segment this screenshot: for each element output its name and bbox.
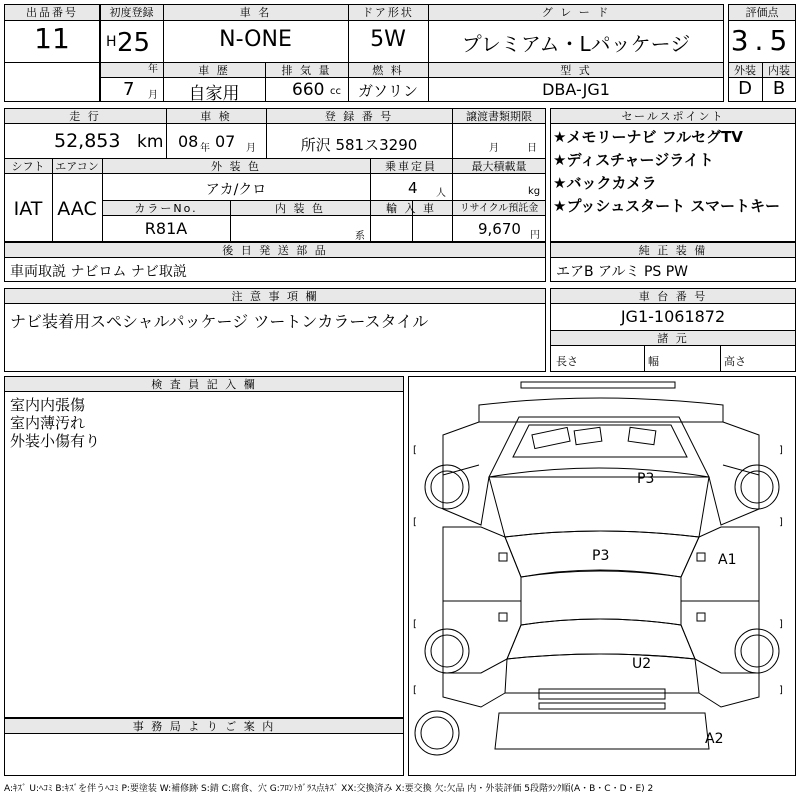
car-name: N-ONE: [219, 27, 292, 52]
recycle-label: リサイクル預託金: [459, 203, 539, 214]
grade: プレミアム・Lパッケージ: [461, 32, 691, 56]
equipment: エアB アルミ PS PW: [556, 264, 689, 280]
capacity-unit: 人: [436, 188, 446, 199]
svg-text:[: [: [413, 445, 417, 456]
capacity-label: 乗車定員: [385, 160, 437, 173]
inspection-month-unit: 月: [246, 143, 256, 154]
history: 自家用: [188, 84, 240, 104]
spec-length: 長さ: [556, 355, 578, 368]
damage-mark: P3: [592, 548, 610, 564]
inspection-year: 08: [178, 132, 199, 151]
office-label: 事 務 局 よ り ご 案 内: [132, 720, 276, 733]
door-label: ドア形状: [362, 6, 414, 19]
lot-number: 11: [34, 22, 70, 55]
transfer-label: 譲渡書類期限: [466, 110, 532, 123]
displacement-unit: cc: [330, 86, 341, 97]
color-no-label: カラーNo.: [134, 202, 198, 215]
inspector-label: 検 査 員 記 入 欄: [151, 378, 257, 391]
damage-mark: A2: [705, 731, 724, 747]
svg-text:]: ]: [779, 517, 783, 528]
displacement-label: 排 気 量: [281, 64, 332, 77]
later-parts-label: 後 日 発 送 部 品: [222, 244, 328, 257]
shift-label: シフト: [11, 160, 45, 173]
year-unit: 年: [148, 64, 158, 75]
notes: ナビ装着用スペシャルパッケージ ツートンカラースタイル: [10, 312, 429, 331]
interior-score: B: [772, 78, 786, 99]
lot-label: 出品番号: [26, 6, 78, 19]
door-type: 5W: [370, 27, 406, 52]
svg-text:]: ]: [779, 445, 783, 456]
first-reg-year: 25: [117, 28, 151, 58]
sales-point: ★ディスチャージライト: [553, 151, 714, 169]
load-unit: kg: [528, 186, 541, 197]
reg-label: 登 録 番 号: [324, 110, 394, 123]
reg-number: 所沢 581ス3290: [300, 136, 418, 154]
color-no: R81A: [144, 219, 188, 238]
inspector-note: 室内内張傷: [10, 396, 86, 414]
mileage-unit: km: [137, 132, 164, 152]
first-reg-label: 初度登録: [109, 6, 154, 19]
damage-mark: A1: [718, 552, 737, 568]
int-color-label: 内 装 色: [275, 202, 325, 215]
fuel-label: 燃 料: [372, 64, 404, 77]
notes-label: 注 意 事 項 欄: [231, 290, 319, 303]
color-label: 外 装 色: [211, 160, 261, 173]
ac: AAC: [57, 198, 97, 220]
inspector-note: 外装小傷有り: [10, 432, 101, 450]
fuel: ガソリン: [357, 82, 418, 100]
equipment-label: 純 正 装 備: [638, 244, 708, 257]
mileage: 52,853: [54, 130, 121, 152]
sales-point: ★バックカメラ: [553, 174, 657, 192]
svg-text:]: ]: [779, 619, 783, 630]
damage-diagram: [408, 376, 796, 776]
sales-point: ★メモリーナビ フルセグTV: [553, 128, 743, 146]
inspection-year-unit: 年: [200, 143, 210, 154]
transfer-month: 月: [489, 143, 499, 154]
import-label: 輸 入 車: [386, 202, 436, 215]
later-parts: 車両取説 ナビロム ナビ取説: [10, 264, 187, 280]
damage-mark: P3: [637, 471, 655, 487]
era: H: [106, 34, 117, 50]
spec-width: 幅: [648, 355, 659, 368]
damage-mark: U2: [632, 656, 652, 672]
load-label: 最大積載量: [471, 160, 527, 173]
recycle-fee: 9,670: [478, 220, 521, 238]
grade-label: グ レ ー ド: [541, 6, 611, 19]
exterior-score: D: [738, 78, 752, 99]
shift: IAT: [13, 198, 43, 220]
mileage-label: 走 行: [69, 110, 101, 123]
name-label: 車 名: [239, 6, 272, 19]
transfer-day: 日: [527, 143, 537, 154]
chassis-number: JG1-1061872: [620, 307, 726, 326]
int-color-unit: 系: [355, 231, 365, 242]
sales-point: ★プッシュスタート スマートキー: [553, 197, 781, 215]
chassis-label: 車 台 番 号: [638, 290, 708, 303]
month-unit: 月: [148, 90, 158, 101]
exterior-label: 外装: [734, 64, 756, 77]
svg-text:]: ]: [779, 685, 783, 696]
model-label: 型 式: [560, 64, 592, 77]
inspector-note: 室内薄汚れ: [10, 414, 86, 432]
detail-table: [4, 108, 546, 242]
specs-label: 諸 元: [657, 332, 689, 345]
inspection-label: 車 検: [200, 110, 232, 123]
sales-points-label: セールスポイント: [621, 110, 725, 123]
interior-label: 内装: [768, 64, 790, 77]
ac-label: エアコン: [55, 160, 99, 173]
model: DBA-JG1: [542, 80, 610, 99]
legend: A:ｷｽﾞ U:ﾍｺﾐ B:ｷｽﾞを伴うﾍｺﾐ P:要塗装 W:補修跡 S:錆 C:腐食、穴 G:ﾌﾛﾝﾄｶﾞﾗｽ点ｷｽﾞ XX:交換済み X:要交換 欠:欠品 内・外装評価 5段階ﾗﾝｸ順(A・B・C・D・E) 2: [4, 784, 654, 794]
first-reg-month: 7: [123, 79, 135, 100]
history-label: 車 歴: [198, 64, 230, 77]
inspection-month: 07: [215, 132, 236, 151]
score: 3.5: [730, 24, 794, 57]
spec-height: 高さ: [724, 355, 746, 368]
score-label: 評価点: [745, 6, 779, 19]
capacity: 4: [408, 179, 418, 197]
recycle-unit: 円: [530, 230, 540, 241]
displacement: 660: [292, 80, 325, 100]
svg-text:[: [: [413, 685, 417, 696]
svg-text:[: [: [413, 517, 417, 528]
svg-text:[: [: [413, 619, 417, 630]
exterior-color: アカ/クロ: [205, 182, 267, 198]
